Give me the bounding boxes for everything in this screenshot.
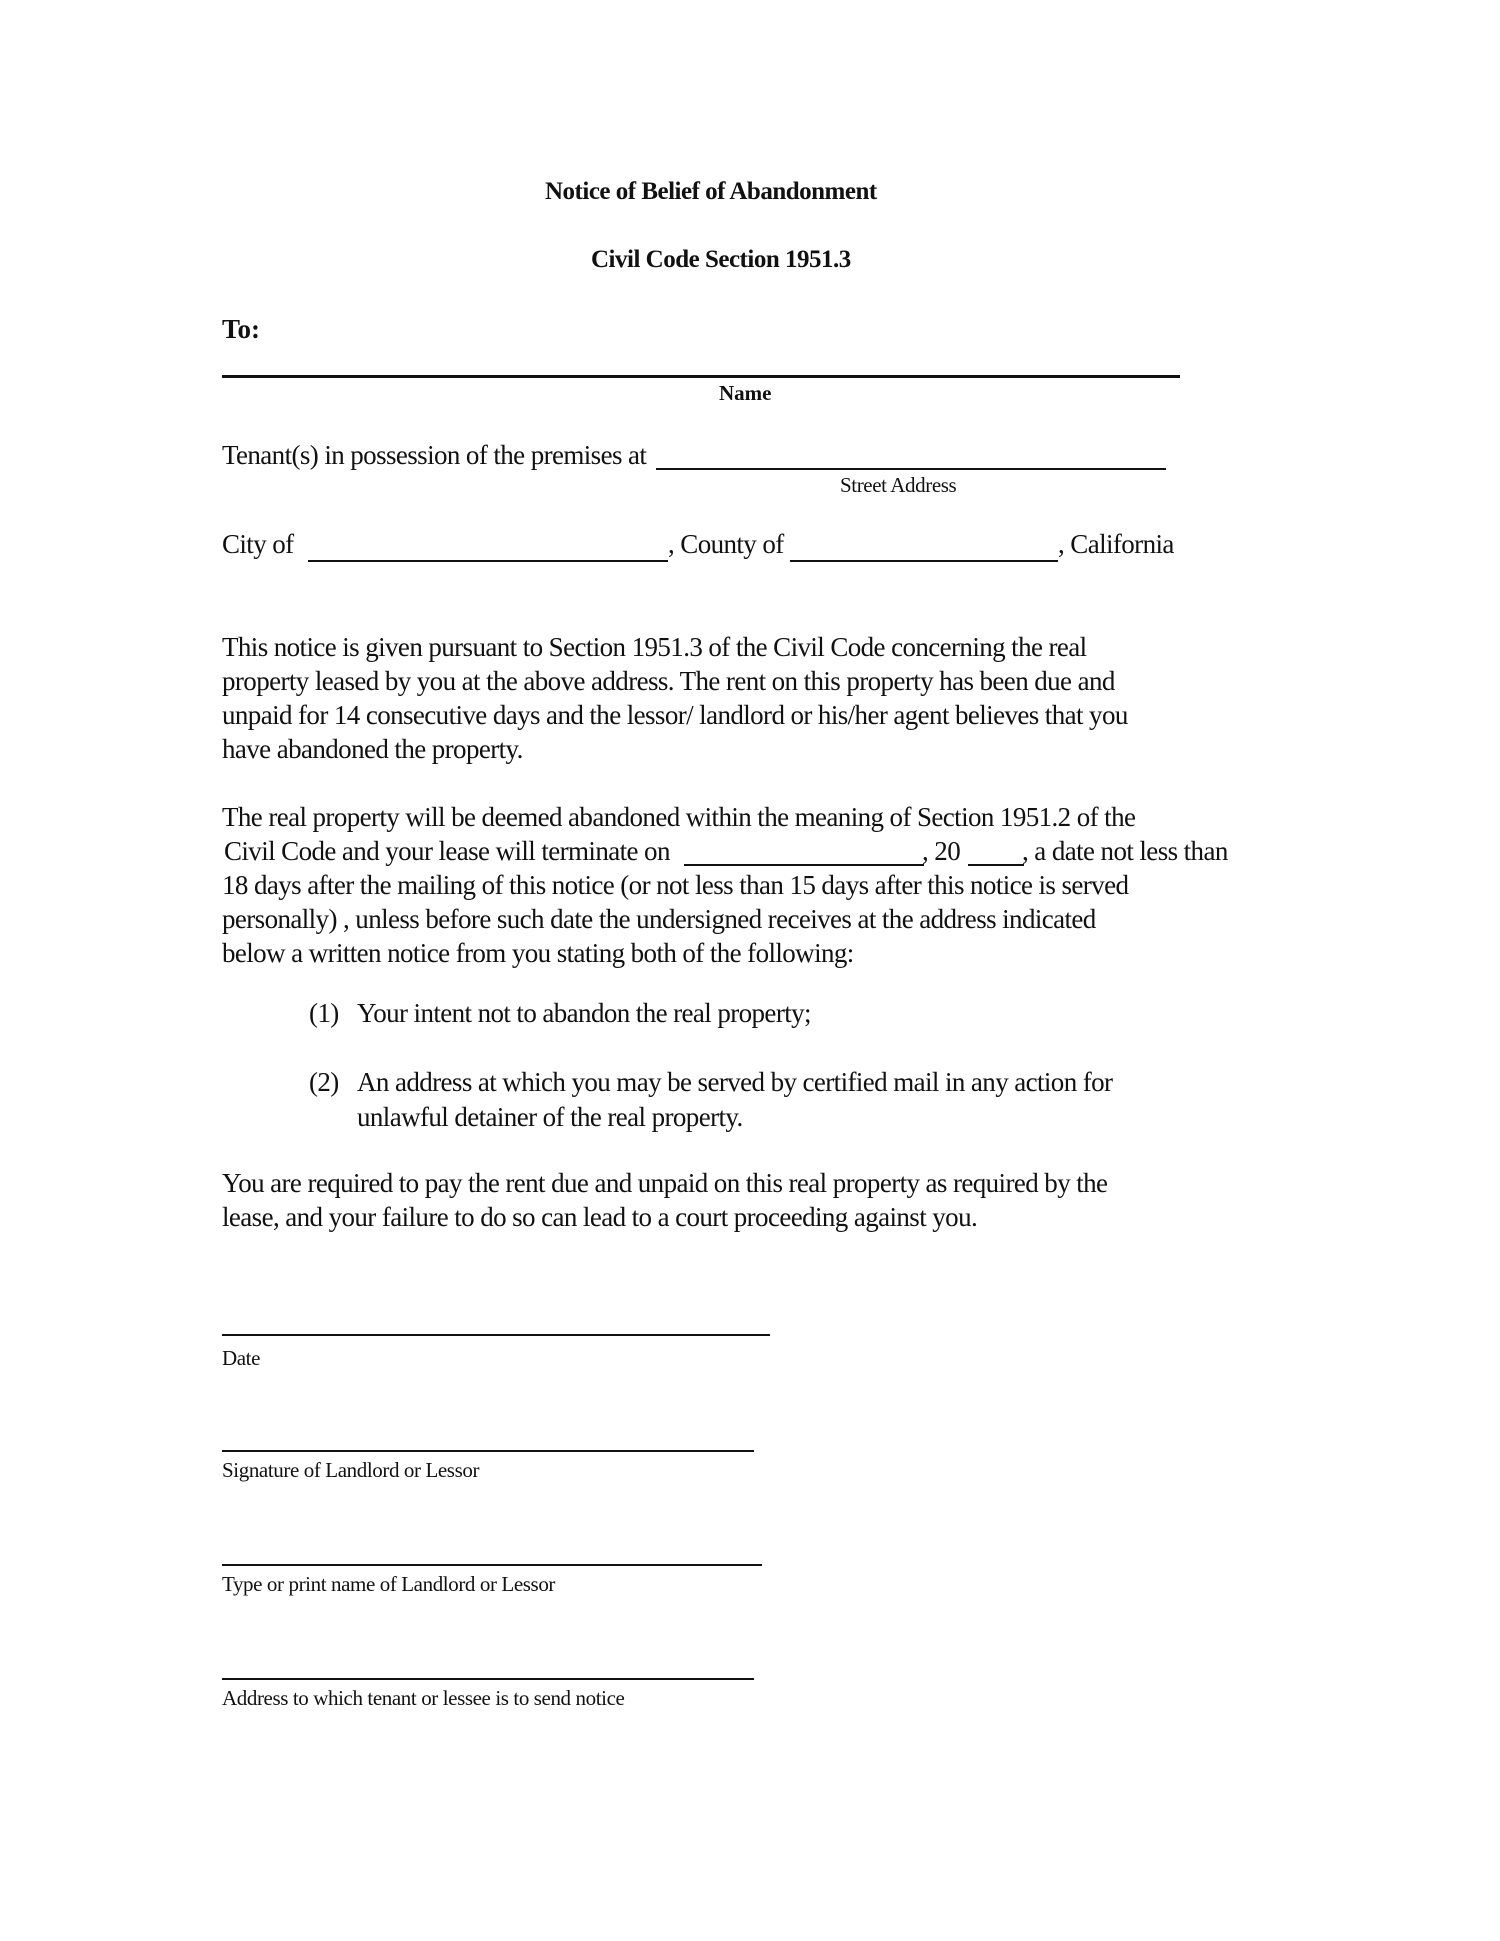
date-line[interactable] (222, 1334, 770, 1336)
list-item-2-text-continued: unlawful detainer of the real property. (357, 1102, 743, 1132)
county-line[interactable] (790, 560, 1058, 562)
termination-date-blank[interactable] (684, 864, 924, 866)
paragraph-line: property leased by you at the above address. The rent on this property has been due and (222, 666, 1115, 696)
paragraph-line: have abandoned the property. (222, 734, 523, 764)
city-label: City of (222, 529, 294, 559)
notice-address-caption: Address to which tenant or lessee is to send notice (222, 1686, 625, 1710)
street-address-line[interactable] (656, 468, 1166, 470)
list-item-2-number: (2) (309, 1067, 339, 1097)
print-name-line[interactable] (222, 1564, 762, 1566)
street-address-caption: Street Address (840, 473, 957, 497)
termination-paragraph (222, 800, 1228, 970)
termination-date-line (222, 834, 1228, 868)
county-label: , County of (668, 529, 784, 559)
list-item-1-number: (1) (309, 998, 339, 1028)
date-caption: Date (222, 1346, 261, 1370)
paragraph-line: 18 days after the mailing of this notice (or not less than 15 days after this notice is served (222, 870, 1129, 900)
document-title: Notice of Belief of Abandonment (545, 178, 877, 205)
notice-paragraph (222, 630, 1128, 766)
to-label: To: (222, 314, 261, 344)
paragraph-line: below a written notice from you stating both of the following: (222, 938, 854, 968)
termination-year-prefix: , 20 (922, 836, 961, 866)
name-caption: Name (719, 381, 772, 405)
termination-suffix: , a date not less than (1022, 836, 1228, 866)
signature-line[interactable] (222, 1450, 754, 1452)
paragraph-line: You are required to pay the rent due and unpaid on this real property as required by the (222, 1168, 1108, 1198)
tenant-prefix: Tenant(s) in possession of the premises at (222, 440, 647, 470)
signature-caption: Signature of Landlord or Lessor (222, 1458, 480, 1482)
name-line[interactable] (222, 375, 1180, 378)
city-line[interactable] (308, 560, 668, 562)
paragraph-line: unpaid for 14 consecutive days and the lessor/ landlord or his/her agent believes that you (222, 700, 1128, 730)
print-name-caption: Type or print name of Landlord or Lessor (222, 1572, 556, 1596)
termination-year-blank[interactable] (968, 864, 1024, 866)
paragraph-line: This notice is given pursuant to Section 1951.3 of the Civil Code concerning the real (222, 632, 1087, 662)
list-item-2-text: An address at which you may be served by certified mail in any action for (357, 1067, 1113, 1097)
paragraph-line: personally) , unless before such date the undersigned receives at the address indicated (222, 904, 1096, 934)
termination-prefix: Civil Code and your lease will terminate on (224, 836, 670, 866)
payment-paragraph (222, 1166, 1107, 1234)
paragraph-line: The real property will be deemed abandoned within the meaning of Section 1951.2 of the (222, 802, 1136, 832)
document-subtitle: Civil Code Section 1951.3 (591, 246, 851, 273)
state-label: , California (1058, 529, 1174, 559)
list-item-1-text: Your intent not to abandon the real property; (357, 998, 811, 1028)
notice-address-line[interactable] (222, 1678, 754, 1680)
paragraph-line: lease, and your failure to do so can lead to a court proceeding against you. (222, 1202, 978, 1232)
